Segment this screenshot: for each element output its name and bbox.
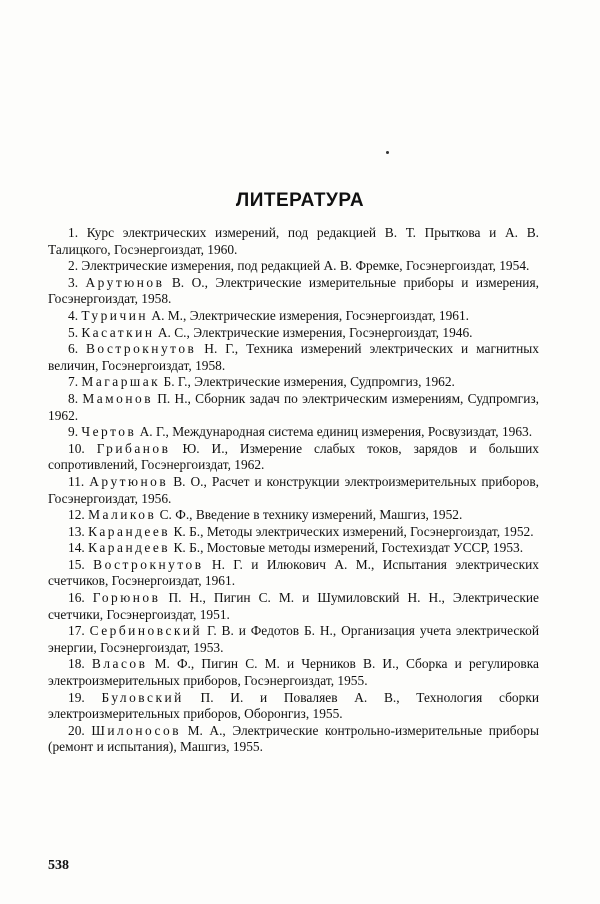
reference-item (48, 225, 539, 258)
reference-author: Шилоносов (91, 722, 182, 738)
reference-item (48, 540, 539, 557)
reference-item (48, 258, 539, 275)
reference-number: 2. (68, 258, 79, 274)
reference-item (48, 341, 539, 374)
reference-item (48, 723, 539, 756)
reference-text: Н. Г. и Илюкович А. М., Испытания электрических счетчиков, Госэнергоиздат, 1961. (48, 556, 539, 589)
reference-number: 6. (68, 341, 79, 357)
reference-number: 18. (68, 656, 85, 672)
reference-text: В. О., Расчет и конструкции электроизмерительных приборов, Госэнергоиздат, 1956. (48, 473, 539, 506)
reference-text: Ю. И., Измерение слабых токов, зарядов и больших сопротивлений, Госэнергоиздат, 1962. (48, 440, 539, 473)
reference-number: 1. (68, 225, 79, 240)
reference-author: Карандеев (88, 540, 171, 556)
reference-author: Чертов (81, 424, 137, 440)
reference-author: Арутюнов (85, 274, 165, 290)
page-number: 538 (48, 858, 69, 873)
reference-item (48, 507, 539, 524)
reference-item (48, 557, 539, 590)
reference-text: Г. В. и Федотов Б. Н., Организация учета электрической энергии, Госэнергоиздат, 1953. (48, 623, 539, 655)
reference-item (48, 524, 539, 541)
reference-text: Н. Г., Техника измерений электрических и магнитных величин, Госэнергоиздат, 1958. (48, 341, 539, 373)
reference-text: А. С., Электрические измерения, Госэнергоиздат, 1946. (154, 324, 473, 340)
reference-author: Вострокнутов (85, 341, 197, 357)
reference-number: 17. (68, 623, 85, 639)
reference-item (48, 275, 539, 308)
reference-number: 10. (68, 440, 85, 456)
reference-item (48, 623, 539, 656)
reference-number: 13. (68, 523, 85, 539)
reference-list (48, 225, 539, 756)
reference-number: 4. (68, 307, 79, 323)
reference-text: К. Б., Мостовые методы измерений, Гостехиздат УССР, 1953. (170, 540, 524, 556)
reference-author: Карандеев (88, 523, 171, 539)
reference-number: 5. (68, 324, 79, 340)
reference-text: А. М., Электрические измерения, Госэнергоиздат, 1961. (148, 307, 470, 323)
reference-text: М. Ф., Пигин С. М. и Черников В. И., Сборка и регулировка электроизмерительных приборов, Госэнергоиздат, 1955. (48, 656, 539, 689)
reference-text: М. А., Электрические контрольно-измерительные приборы (ремонт и испытания), Машгиз, 1955. (48, 722, 539, 755)
reference-number: 16. (68, 590, 85, 606)
reference-number: 20. (68, 722, 85, 738)
reference-number: 8. (68, 390, 79, 406)
reference-text: К. Б., Методы электрических измерений, Госэнергоиздат, 1952. (170, 523, 534, 539)
reference-text: С. Ф., Введение в технику измерений, Машгиз, 1952. (156, 507, 463, 523)
reference-text: А. Г., Международная система единиц измерения, Росвузиздат, 1963. (136, 424, 533, 440)
print-speck (386, 151, 389, 154)
reference-author: Грибанов (96, 440, 171, 456)
reference-text: В. О., Электрические измерительные приборы и измерения, Госэнергоиздат, 1958. (48, 274, 539, 307)
reference-text: Курс электрических измерений, под редакцией В. Т. Прыткова и А. В. Талицкого, Госэнергоиздат, 1960. (48, 225, 539, 257)
reference-number: 11. (68, 473, 85, 489)
reference-item (48, 308, 539, 325)
reference-item (48, 474, 539, 507)
reference-number: 7. (68, 374, 79, 390)
reference-number: 9. (68, 424, 79, 440)
reference-author: Мамонов (82, 390, 154, 406)
reference-author: Маликов (88, 507, 157, 523)
reference-author: Горюнов (92, 590, 161, 606)
reference-item (48, 441, 539, 474)
reference-text: П. Н., Пигин С. М. и Шумиловский Н. Н., Электрические счетчики, Госэнергоиздат, 1951. (48, 590, 539, 622)
reference-item (48, 391, 539, 424)
reference-number: 12. (68, 507, 85, 523)
reference-item (48, 424, 539, 441)
reference-author: Буловский (101, 689, 184, 705)
reference-number: 19. (68, 689, 85, 705)
reference-item (48, 374, 539, 391)
reference-author: Туричин (81, 307, 149, 323)
reference-item (48, 590, 539, 623)
reference-author: Касаткин (81, 324, 155, 340)
reference-text: П. Н., Сборник задач по электрическим измерениям, Судпромгиз, 1962. (48, 390, 539, 423)
reference-author: Сербиновский (89, 623, 203, 639)
reference-author: Власов (91, 656, 148, 672)
reference-text: П. И. и Поваляев А. В., Технология сборки электроизмерительных приборов, Оборонгиз, 1955. (48, 689, 539, 722)
reference-item (48, 690, 539, 723)
reference-author: Вострокнутов (93, 556, 204, 572)
reference-author: Магаршак (81, 374, 161, 390)
reference-text: Электрические измерения, под редакцией А. В. Фремке, Госэнергоиздат, 1954. (81, 258, 530, 274)
reference-number: 3. (68, 274, 79, 290)
reference-number: 14. (68, 540, 85, 556)
reference-item (48, 325, 539, 342)
reference-number: 15. (68, 556, 85, 572)
reference-text: Б. Г., Электрические измерения, Судпромгиз, 1962. (160, 374, 455, 390)
reference-author: Арутюнов (89, 473, 169, 489)
page-title: ЛИТЕРАТУРА (235, 190, 365, 211)
reference-item (48, 656, 539, 689)
